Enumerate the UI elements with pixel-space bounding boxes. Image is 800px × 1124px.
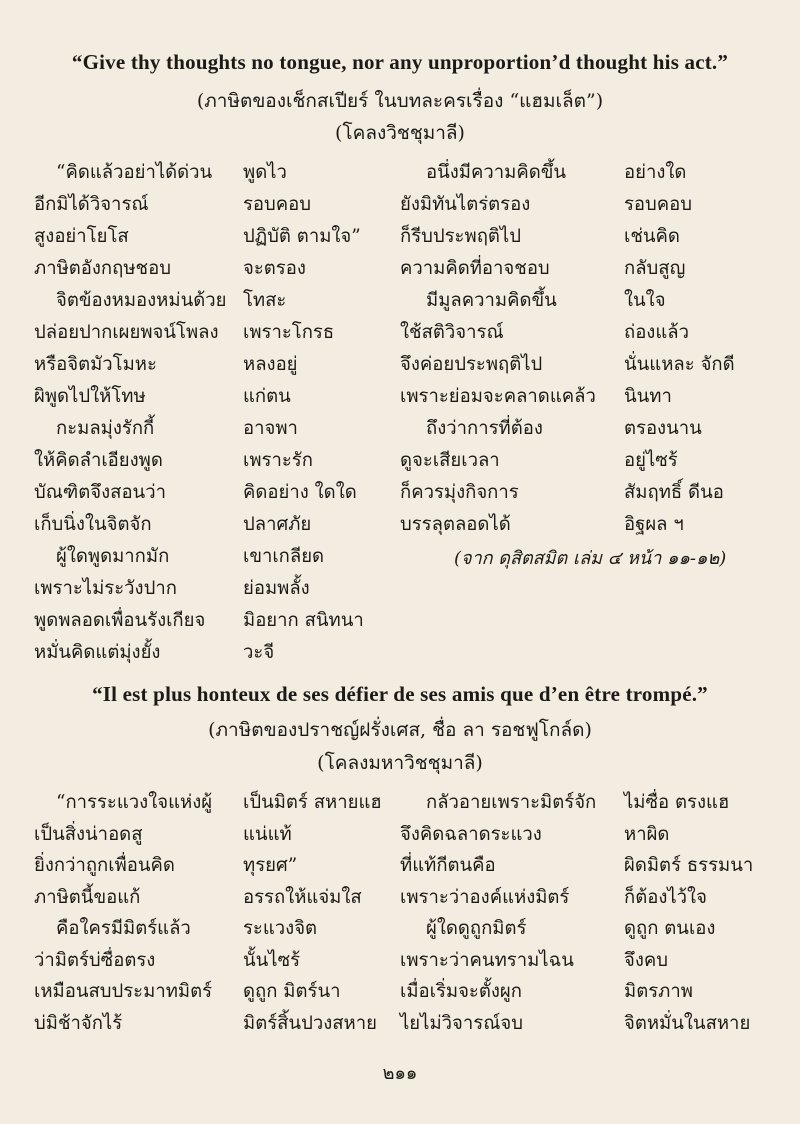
verse-row: [0, 510, 800, 540]
verse-hemistich: ไยไม่วิจารณ์จบ: [400, 1012, 523, 1034]
verse-hemistich: สูงอย่าโยโส: [34, 226, 129, 247]
verse-hemistich: เพราะว่าองค์แห่งมิตร์: [400, 886, 570, 908]
verse-hemistich: ภาษิตอังกฤษชอบ: [34, 258, 171, 279]
verse-hemistich: หาผิด: [624, 823, 670, 845]
verse-hemistich: จิตหมั่นในสหาย: [624, 1012, 751, 1034]
verse-hemistich: ว่ามิตร์บ่ซื่อตรง: [34, 949, 156, 971]
verse-row: [0, 946, 800, 976]
verse-hemistich: แน่แท้: [243, 823, 292, 845]
verse-hemistich: “การระแวงใจแห่งผู้: [56, 792, 213, 813]
verse-hemistich: ไม่ซื่อ ตรงแฮ: [624, 792, 730, 813]
verse-hemistich: เขาเกลียด: [243, 546, 325, 567]
verse-row: [0, 478, 800, 508]
quote-attribution-2: (ภาษิตของปราชญ์ฝรั่งเศส, ชื่อ ลา รอชฟูโกล์ด): [208, 719, 592, 741]
verse-hemistich: กะมลมุ่งรักกี้: [56, 418, 155, 439]
verse-hemistich: จิตข้องหมองหม่นด้วย: [56, 290, 227, 311]
verse-hemistich: เป็นมิตร์ สหายแฮ: [243, 792, 382, 813]
verse-hemistich: กลับสูญ: [624, 258, 686, 279]
verse-hemistich: ยิ่งกว่าถูกเพื่อนคิด: [34, 855, 175, 876]
verse-row: [0, 190, 800, 220]
verse-hemistich: อีกมิได้วิจารณ์: [34, 194, 149, 215]
verse-hemistich: มิอยาก สนิทนา: [243, 610, 364, 631]
verse-hemistich: เมื่อเริ่มจะตั้งผูก: [400, 981, 522, 1002]
verse-hemistich: “คิดแล้วอย่าได้ด่วน: [56, 162, 213, 183]
verse-hemistich: ตรองนาน: [624, 418, 702, 439]
verse-row: [0, 574, 800, 604]
verse-hemistich: ในใจ: [624, 290, 666, 311]
verse-hemistich: หรือจิตมัวโมหะ: [34, 354, 157, 375]
verse-hemistich: หมั่นคิดแต่มุ่งยั้ง: [34, 642, 161, 663]
verse-hemistich: เพราะรัก: [243, 450, 313, 471]
verse-hemistich: เก็บนิ่งในจิตจัก: [34, 514, 152, 535]
verse-hemistich: หลงอยู่: [243, 354, 298, 375]
verse-hemistich: กลัวอายเพราะมิตร์จัก: [426, 792, 597, 813]
verse-hemistich: มิตร์สิ้นปวงสหาย: [243, 1012, 377, 1034]
verse-row: [0, 318, 800, 348]
verse-hemistich: มีมูลความคิดขึ้น: [426, 290, 557, 311]
verse-hemistich: ก็ต้องไว้ใจ: [624, 886, 707, 908]
verse-hemistich: ให้คิดลำเอียงพูด: [34, 450, 163, 471]
verse-hemistich: โทสะ: [243, 290, 287, 311]
verse-hemistich: พูดไว: [243, 162, 287, 183]
verse-meter-label-2: (โคลงมหาวิชชุมาลี): [317, 752, 483, 774]
french-quote: “Il est plus honteux de ses défier de ses amis que d’en être trompé.”: [92, 682, 708, 706]
verse-hemistich: อิฐผล ฯ: [624, 514, 684, 535]
verse-hemistich: มิตรภาพ: [624, 981, 693, 1002]
verse-row: [0, 820, 800, 850]
verse-hemistich: ผู้ใดพูดมากมัก: [56, 546, 170, 567]
page-number: ๒๑๑: [382, 1063, 418, 1084]
quote-attribution: (ภาษิตของเช็กสเปียร์ ในบทละครเรื่อง “แฮมเล็ต”): [196, 90, 604, 112]
verse-row: [0, 286, 800, 316]
verse-hemistich: ผู้ใดดูถูกมิตร์: [426, 918, 527, 939]
verse-row: [0, 382, 800, 412]
verse-hemistich: ก็รีบประพฤติไป: [400, 226, 521, 247]
verse-hemistich: บรรลุตลอดได้: [400, 514, 511, 535]
verse-hemistich: ถ่องแล้ว: [624, 322, 689, 343]
verse-row: [0, 851, 800, 881]
verse-meter-label: (โคลงวิชชุมาลี): [335, 122, 465, 144]
verse-hemistich: อาจพา: [243, 418, 298, 439]
verse-hemistich: ดูถูก มิตร์นา: [243, 981, 341, 1002]
verse-hemistich: พูดพลอดเพื่อนรังเกียจ: [34, 610, 206, 631]
verse-hemistich: บ่มิช้าจักไร้: [34, 1012, 123, 1034]
verse-hemistich: ย่อมพลั้ง: [243, 578, 310, 599]
verse-hemistich: อนึ่งมีความคิดขึ้น: [426, 162, 567, 183]
verse-hemistich: ผิดมิตร์ ธรรมนา: [624, 855, 754, 876]
verse-hemistich: เพราะว่าคนทรามไฉน: [400, 949, 574, 971]
verse-hemistich: ใช้สติวิจารณ์: [400, 322, 504, 343]
verse-hemistich: ภาษิตนี้ขอแก้: [34, 886, 141, 908]
source-citation: (จาก ดุสิตสมิต เล่ม ๔ หน้า ๑๑-๑๒): [454, 548, 727, 569]
verse-hemistich: ดูถูก ตนเอง: [624, 918, 716, 939]
verse-hemistich: เพราะไม่ระวังปาก: [34, 578, 177, 599]
verse-hemistich: เหมือนสบประมาทมิตร์: [34, 981, 213, 1002]
verse-row: [0, 977, 800, 1007]
verse-hemistich: รอบคอบ: [624, 194, 693, 215]
verse-hemistich: ก็ควรมุ่งกิจการ: [400, 482, 519, 503]
verse-hemistich: นั้นไซร้: [243, 949, 301, 971]
verse-hemistich: ดูจะเสียเวลา: [400, 450, 500, 471]
verse-hemistich: ผิพูดไปให้โทษ: [34, 386, 146, 407]
verse-row: [0, 158, 800, 188]
verse-row: [0, 606, 800, 636]
verse-hemistich: ความคิดที่อาจชอบ: [400, 258, 550, 279]
verse-row: [0, 254, 800, 284]
verse-hemistich: จึงคิดฉลาดระแวง: [400, 823, 542, 845]
verse-hemistich: จะตรอง: [243, 258, 306, 279]
verse-hemistich: ยังมิทันไตร่ตรอง: [400, 194, 531, 215]
verse-hemistich: ปฏิบัติ ตามใจ”: [243, 226, 361, 247]
verse-hemistich: จึงค่อยประพฤติไป: [400, 354, 543, 375]
verse-row: [0, 446, 800, 476]
verse-hemistich: รอบคอบ: [243, 194, 312, 215]
verse-row: [0, 914, 800, 944]
verse-hemistich: บัณฑิตจึงสอนว่า: [34, 482, 166, 503]
verse-hemistich: เป็นสิ่งน่าอดสู: [34, 823, 143, 845]
verse-hemistich: คิดอย่าง ใดใด: [243, 482, 357, 503]
verse-hemistich: ปลาศภัย: [243, 514, 312, 535]
verse-hemistich: วะจี: [243, 642, 275, 663]
verse-row: [0, 414, 800, 444]
verse-hemistich: ปล่อยปากเผยพจน์โพลง: [34, 322, 219, 343]
verse-hemistich: เพราะโกรธ: [243, 322, 335, 343]
verse-hemistich: อยู่ไซร้: [624, 450, 678, 471]
verse-hemistich: คือใครมีมิตร์แล้ว: [56, 918, 191, 939]
verse-hemistich: ที่แท้กีตนคือ: [400, 855, 496, 876]
verse-row: [0, 222, 800, 252]
verse-hemistich: อรรถให้แจ่มใส: [243, 886, 362, 908]
verse-hemistich: นินทา: [624, 386, 672, 407]
verse-row: [0, 638, 800, 668]
verse-hemistich: ถึงว่าการที่ต้อง: [426, 418, 543, 439]
verse-row: [0, 788, 800, 818]
verse-hemistich: สัมฤทธิ์ ดีนอ: [624, 482, 724, 503]
verse-hemistich: เพราะย่อมจะคลาดแคล้ว: [400, 386, 596, 407]
verse-hemistich: อย่างใด: [624, 162, 687, 183]
verse-hemistich: ทุรยศ”: [243, 855, 298, 876]
verse-hemistich: เช่นคิด: [624, 226, 680, 247]
verse-row: [0, 1009, 800, 1039]
verse-row: [0, 883, 800, 913]
english-quote: “Give thy thoughts no tongue, nor any unproportion’d thought his act.”: [71, 50, 729, 74]
verse-hemistich: จึงคบ: [624, 949, 668, 971]
verse-hemistich: แก่ตน: [243, 386, 291, 407]
verse-hemistich: ระแวงจิต: [243, 918, 318, 939]
verse-row: [0, 350, 800, 380]
verse-hemistich: นั่นแหละ จักดี: [624, 354, 735, 375]
